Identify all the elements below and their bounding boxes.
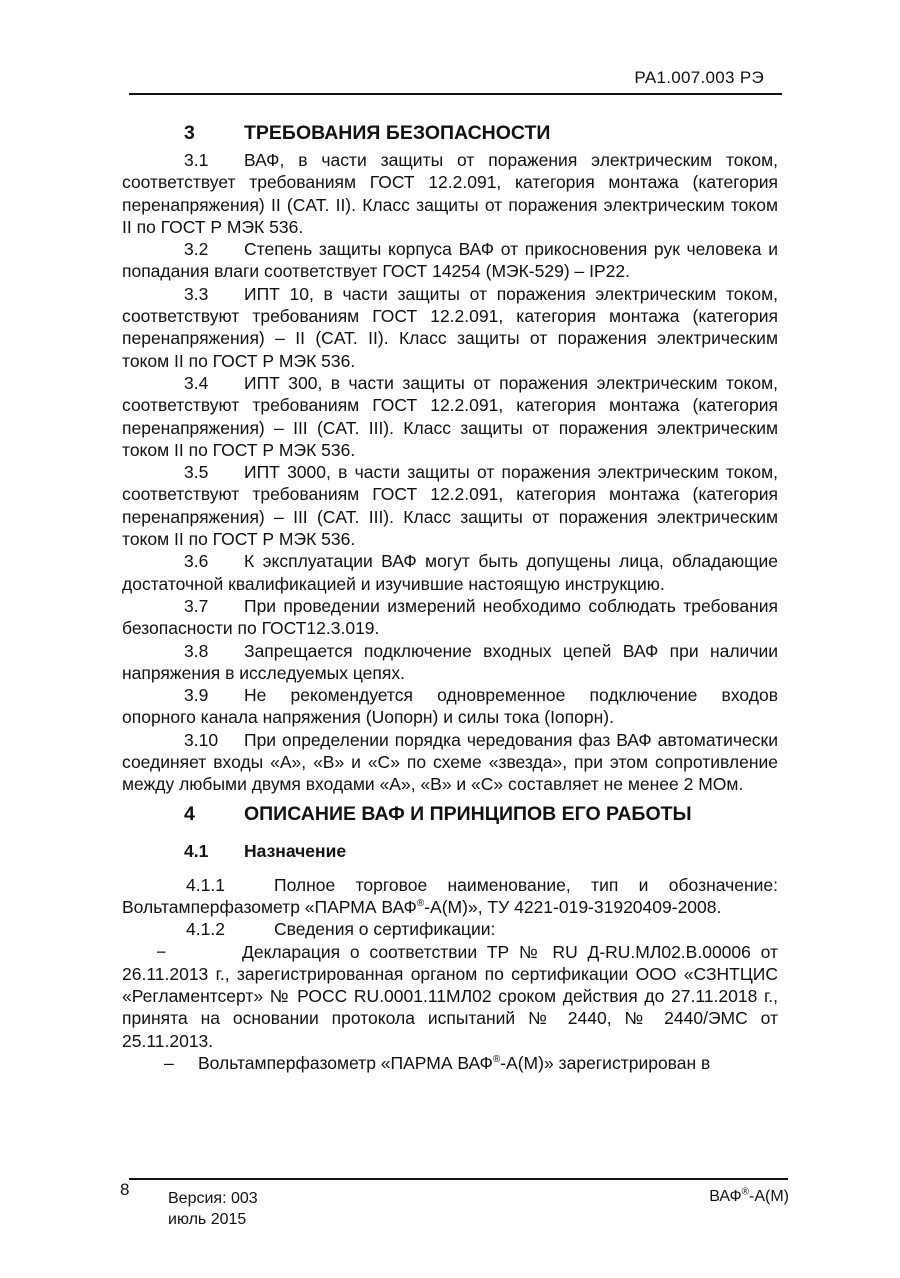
section-4-heading [122,802,778,826]
list-item-text: Декларация о соответствии ТР № RU Д-RU.МЛ02.В.00006 от 26.11.2013 г., зарегистрированная органом по сертификации ООО «СЗНТЦИС «Регламентсерт» № РОСС RU.0001.11МЛ02 сроком действия до 27.11.2018 г., принята на основании протокола испытаний № 2440, № 2440/ЭМС от 25.11.2013. [122,941,778,1051]
paragraph-text: К эксплуатации ВАФ могут быть допущены лица, обладающие достаточной квалификацией и изучившие настоящую инструкцию. [122,551,778,594]
registered-mark: ® [492,1054,501,1066]
subsection-4-1-title: Назначение [244,840,347,861]
paragraph-number: 3.7 [184,595,209,616]
paragraph-text: ИПТ 300, в части защиты от поражения электрическим током, соответствуют требованиям ГОСТ 12.2.091, категория монтажа (категория перенапряжения) – III (CAT. III). Класс защиты от поражения электрическим током II по ГОСТ Р МЭК 536. [122,372,778,460]
list-item-text: Вольтамперфазометр «ПАРМА ВАФ [198,1052,493,1073]
paragraph-3-10 [122,729,778,796]
paragraph-text: При определении порядка чередования фаз ВАФ автоматически соединяет входы «А», «В» и «С» по схеме «звезда», при этом сопротивление между любыми двумя входами «А», «В» и «С» составляет не менее 2 МОм. [122,729,778,795]
registered-mark: ® [741,1186,750,1198]
paragraph-text-cont: -А(М)», ТУ 4221-019-31920409-2008. [424,896,722,917]
paragraph-3-9 [122,684,778,729]
list-dash: − [156,941,167,962]
paragraph-4-1-2 [122,918,778,940]
registered-mark: ® [416,898,425,910]
product-name-cont: -А(М) [749,1188,789,1205]
paragraph-number: 3.6 [184,551,209,572]
paragraph-number: 4.1.1 [186,874,225,895]
paragraph-3-4 [122,372,778,461]
footer-version-block [168,1188,258,1230]
paragraph-3-8 [122,640,778,685]
paragraph-text: ИПТ 3000, в части защиты от поражения электрическим током, соответствуют требованиям ГОСТ 12.2.091, категория монтажа (категория перенапряжения) – III (CAT. III). Класс защиты от поражения электрическим током II по ГОСТ Р МЭК 536. [122,462,778,550]
paragraph-text: При проведении измерений необходимо соблюдать требования безопасности по ГОСТ12.3.019. [122,595,778,639]
page-number: 8 [120,1180,130,1199]
paragraph-3-7 [122,595,778,640]
list-item-text-cont: -А(М)» зарегистрирован в [500,1052,711,1073]
paragraph-number: 3.4 [184,372,209,393]
paragraph-number: 3.2 [184,239,209,260]
paragraph-text: Сведения о сертификации: [274,919,496,940]
paragraph-number: 3.8 [184,640,209,661]
subsection-4-1-heading [122,840,778,862]
paragraph-text: Запрещается подключение входных цепей ВАФ при наличии напряжения в исследуемых цепях. [122,640,778,683]
paragraph-4-1-1 [122,874,778,919]
footer-version: Версия: 003 [168,1190,258,1207]
paragraph-3-2 [122,238,778,283]
header-rule [129,93,782,95]
paragraph-number: 3.1 [184,150,209,170]
section-3-number: 3 [184,122,195,144]
footer-product-name [709,1188,789,1206]
paragraph-number: 3.10 [184,729,219,750]
list-item-registration [122,1052,778,1074]
paragraph-number: 3.5 [184,462,209,483]
paragraph-number: 3.3 [184,283,209,304]
paragraph-number: 3.9 [184,685,209,706]
paragraph-number: 4.1.2 [186,919,225,940]
list-dash: – [164,1052,174,1073]
section-4-number: 4 [184,802,195,825]
paragraph-3-5 [122,461,778,550]
document-code: РА1.007.003 РЭ [634,68,764,87]
paragraph-text: ВАФ, в части защиты от поражения электрическим током, соответствует требованиям ГОСТ 12.2.091, категория монтажа (категория перенапряжения) II (CAT. II). Класс защиты от поражения электрическим током II по ГОСТ Р МЭК 536. [122,150,778,237]
list-item-declaration [122,941,778,1052]
paragraph-3-6 [122,550,778,595]
footer-date: июль 2015 [168,1211,247,1228]
footer-rule [129,1178,788,1180]
paragraph-text: Не рекомендуется одновременное подключение входов опорного канала напряжения (Uопорн) и силы тока (Iопорн). [122,685,778,728]
paragraph-3-1 [122,149,778,238]
paragraph-text: Полное торговое наименование, тип и обозначение: Вольтамперфазометр «ПАРМА ВАФ [122,874,778,917]
page-body [122,121,778,1074]
subsection-4-1-number: 4.1 [184,840,209,861]
section-3-heading [122,121,778,145]
product-name: ВАФ [709,1188,742,1205]
section-3-title: ТРЕБОВАНИЯ БЕЗОПАСНОСТИ [244,122,551,144]
paragraph-3-3 [122,283,778,372]
section-4-title: ОПИСАНИЕ ВАФ И ПРИНЦИПОВ ЕГО РАБОТЫ [244,802,692,825]
section-3-items [122,149,778,796]
paragraph-text: ИПТ 10, в части защиты от поражения электрическим током, соответствуют требованиям ГОСТ 12.2.091, категория монтажа (категория перенапряжения) – II (CAT. II). Класс защиты от поражения электрическим током II по ГОСТ Р МЭК 536. [122,283,778,371]
paragraph-text: Степень защиты корпуса ВАФ от прикосновения рук человека и попадания влаги соответствует ГОСТ 14254 (МЭК-529) – IP22. [122,239,778,282]
